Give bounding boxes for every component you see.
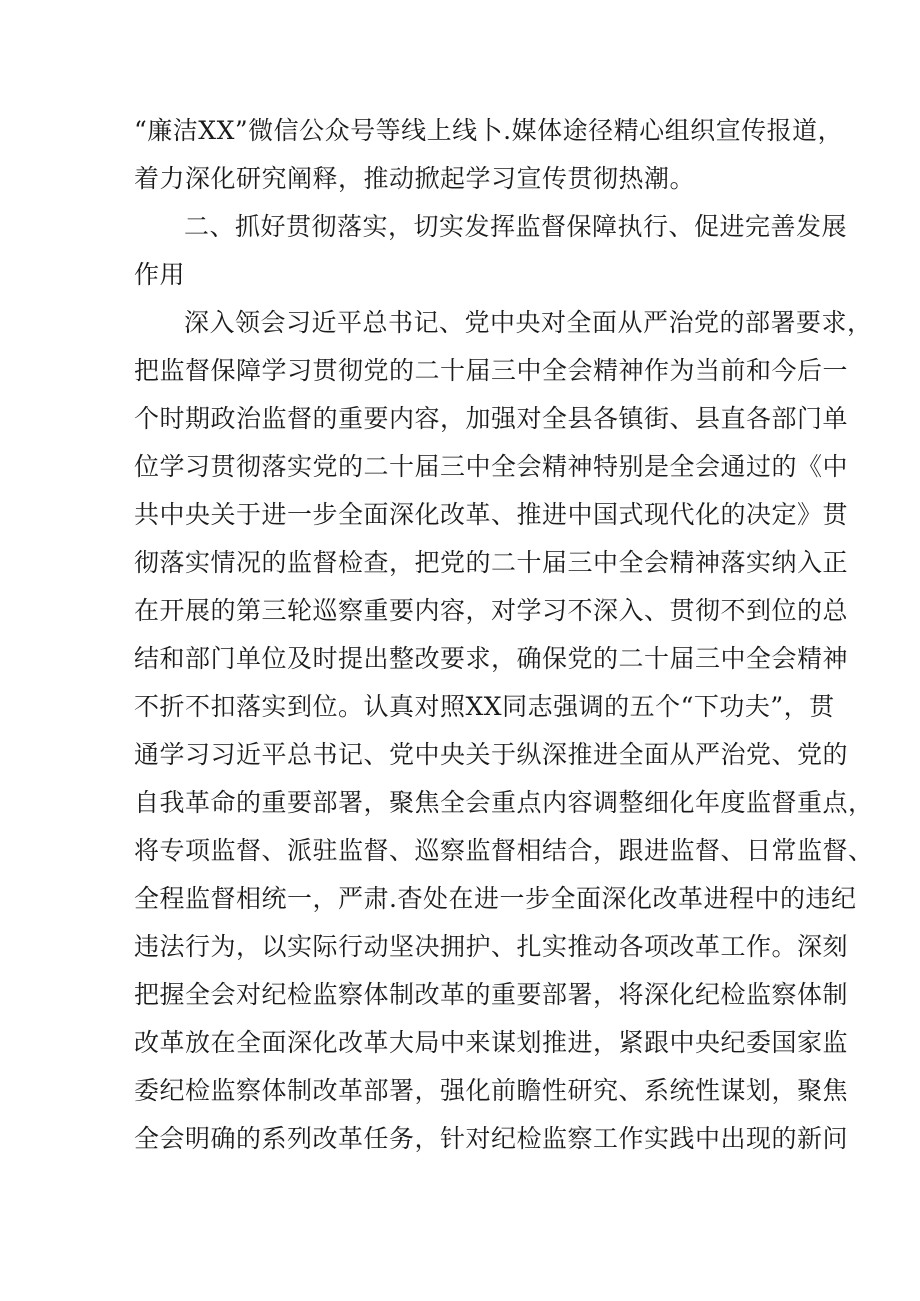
paragraph-1-line-1: “廉洁XX”微信公众号等线上线卜.媒体途径精心组织宣传报道，: [134, 116, 844, 145]
paragraph-2-line-17: 委纪检监察体制改革部署，强化前瞻性研究、系统性谋划，聚焦: [134, 1076, 849, 1105]
paragraph-2-line-11: 自我革命的重要部署，聚焦全会重点内容调整细化年度监督重点，: [134, 788, 874, 817]
section-heading-line-1: 二、抓好贯彻落实，切实发挥监督保障执行、促进完善发展: [184, 212, 848, 241]
paragraph-2-line-16: 改革放在全面深化改革大局中来谋划推进，紧跟中央纪委国家监: [134, 1028, 849, 1057]
paragraph-2-line-13: 全程监督相统一，严肃.杳处在进一步全面深化改革进程中的违纪: [134, 884, 857, 913]
paragraph-2-line-2: 把监督保障学习贯彻党的二十届三中全会精神作为当前和今后一: [134, 356, 849, 385]
paragraph-2-line-5: 共中央关于进一步全面深化改革、推进中国式现代化的决定》贯: [134, 500, 849, 529]
paragraph-2-line-9: 不折不扣落实到位。认真对照XX同志强调的五个“下功夫”，贯: [134, 692, 835, 721]
paragraph-2-line-15: 把握全会对纪检监察体制改革的重要部署，将深化纪检监察体制: [134, 980, 849, 1009]
paragraph-2-line-12: 将专项监督、派驻监督、巡察监督相结合，跟进监督、日常监督、: [134, 836, 874, 865]
paragraph-1-line-2: 着力深化研究阐释，推动掀起学习宣传贯彻热潮。: [134, 164, 696, 193]
section-heading-line-2: 作用: [134, 260, 186, 289]
paragraph-2-line-4: 位学习贯彻落实党的二十届三中全会精神特别是全会通过的《中: [134, 452, 849, 481]
paragraph-2-line-6: 彻落实情况的监督检查，把党的二十届三中全会精神落实纳入正: [134, 548, 849, 577]
paragraph-2-line-3: 个时期政治监督的重要内容，加强对全县各镇街、县直各部门单: [134, 404, 849, 433]
paragraph-2-line-1: 深入领会习近平总书记、党中央对全面从严治党的部署要求，: [184, 308, 873, 337]
paragraph-2-line-14: 违法行为，以实际行动坚决拥护、扎实推动各项改革工作。深刻: [134, 932, 849, 961]
paragraph-2-line-7: 在开展的第三轮巡察重要内容，对学习不深入、贯彻不到位的总: [134, 596, 849, 625]
paragraph-2-line-18: 全会明确的系列改革任务，针对纪检监察工作实践中出现的新问: [134, 1124, 849, 1153]
paragraph-2-line-8: 结和部门单位及时提出整改要求，确保党的二十届三中全会精神: [134, 644, 849, 673]
paragraph-2-line-10: 通学习习近平总书记、党中央关于纵深推进全面从严治党、党的: [134, 740, 849, 769]
